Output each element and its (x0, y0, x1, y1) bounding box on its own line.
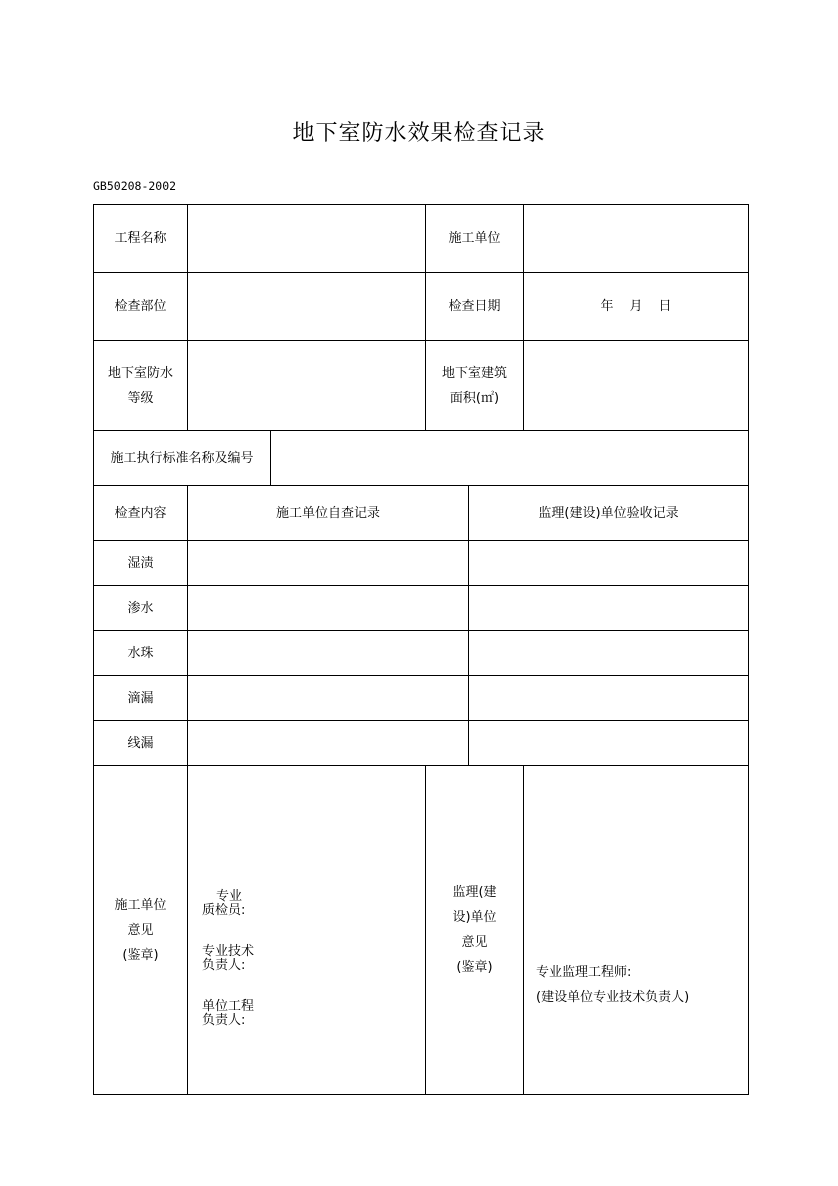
rule (748, 204, 749, 1095)
owner-tech-lead-sign: (建设单位专业技术负责人) (536, 990, 690, 1005)
supervision-opinion-label-line1: 监理(建 (452, 885, 497, 900)
supervision-opinion-label-line4: (鉴章) (456, 960, 493, 975)
row-damp-self[interactable] (188, 541, 468, 585)
row-line-leak-self[interactable] (188, 721, 468, 765)
waterproof-grade-field[interactable] (188, 341, 425, 430)
unit-lead-sign (202, 1000, 254, 1028)
supervision-opinion-label (426, 766, 523, 1094)
inspection-date-field[interactable] (524, 273, 748, 340)
project-name-label: 工程名称 (114, 231, 167, 246)
inspection-form (93, 204, 749, 1095)
project-name-field[interactable] (188, 205, 425, 272)
qc-inspector-line2: 质检员: (202, 903, 246, 918)
building-area-label-line1: 地下室建筑 (441, 365, 507, 381)
row-label-seepage: 渗水 (127, 600, 154, 616)
construction-opinion-label-line2: 意见 (127, 922, 154, 938)
tech-lead-sign (202, 945, 254, 973)
tech-lead-line1: 专业技术 (202, 944, 255, 959)
standard-name-field[interactable] (271, 431, 748, 485)
row-seepage-supervision[interactable] (469, 586, 748, 630)
rule (93, 1094, 749, 1095)
construction-unit-field[interactable] (524, 205, 748, 272)
row-damp-supervision[interactable] (469, 541, 748, 585)
waterproof-grade-label (94, 341, 187, 430)
inspection-date-label: 检查日期 (448, 299, 501, 314)
col-header-supervision: 监理(建设)单位验收记录 (538, 505, 679, 521)
row-droplets-supervision[interactable] (469, 631, 748, 675)
col-header-content: 检查内容 (114, 505, 167, 521)
waterproof-grade-label-line2: 等级 (127, 390, 154, 406)
construction-opinion-label-line3: (鉴章) (122, 947, 159, 963)
qc-inspector-line1: 专业 (216, 889, 243, 904)
row-line-leak-supervision[interactable] (469, 721, 748, 765)
row-label-damp: 湿渍 (127, 555, 154, 571)
inspection-part-label: 检查部位 (114, 299, 167, 314)
date-month: 月 (629, 299, 643, 314)
building-area-field[interactable] (524, 341, 748, 430)
row-drip-leak-self[interactable] (188, 676, 468, 720)
row-label-drip-leak: 滴漏 (127, 690, 154, 706)
inspection-part-field[interactable] (188, 273, 425, 340)
building-area-label (426, 341, 523, 430)
col-header-self-check: 施工单位自查记录 (275, 505, 380, 521)
tech-lead-line2: 负责人: (202, 958, 246, 973)
row-label-droplets: 水珠 (127, 645, 154, 661)
supervision-opinion-field[interactable] (524, 766, 748, 1094)
construction-opinion-label-line1: 施工单位 (114, 897, 167, 913)
unit-lead-line1: 单位工程 (202, 999, 255, 1014)
row-seepage-self[interactable] (188, 586, 468, 630)
qc-inspector-sign (202, 890, 245, 918)
supervision-opinion-label-line3: 意见 (461, 935, 488, 950)
construction-unit-label: 施工单位 (448, 231, 501, 246)
construction-opinion-field[interactable] (188, 766, 425, 1094)
standard-name-label: 施工执行标准名称及编号 (110, 450, 254, 466)
unit-lead-line2: 负责人: (202, 1013, 246, 1028)
date-year: 年 (600, 299, 614, 314)
supervision-engineer-sign: 专业监理工程师: (536, 965, 632, 980)
building-area-label-line2: 面积(㎡) (449, 390, 500, 406)
row-label-line-leak: 线漏 (127, 735, 154, 751)
document-title: 地下室防水效果检查记录 (292, 121, 546, 146)
row-droplets-self[interactable] (188, 631, 468, 675)
date-day: 日 (658, 299, 672, 314)
waterproof-grade-label-line1: 地下室防水 (107, 365, 173, 381)
row-drip-leak-supervision[interactable] (469, 676, 748, 720)
construction-opinion-label (94, 766, 187, 1094)
standard-code: GB50208-2002 (93, 179, 177, 193)
supervision-opinion-label-line2: 设)单位 (452, 910, 497, 925)
